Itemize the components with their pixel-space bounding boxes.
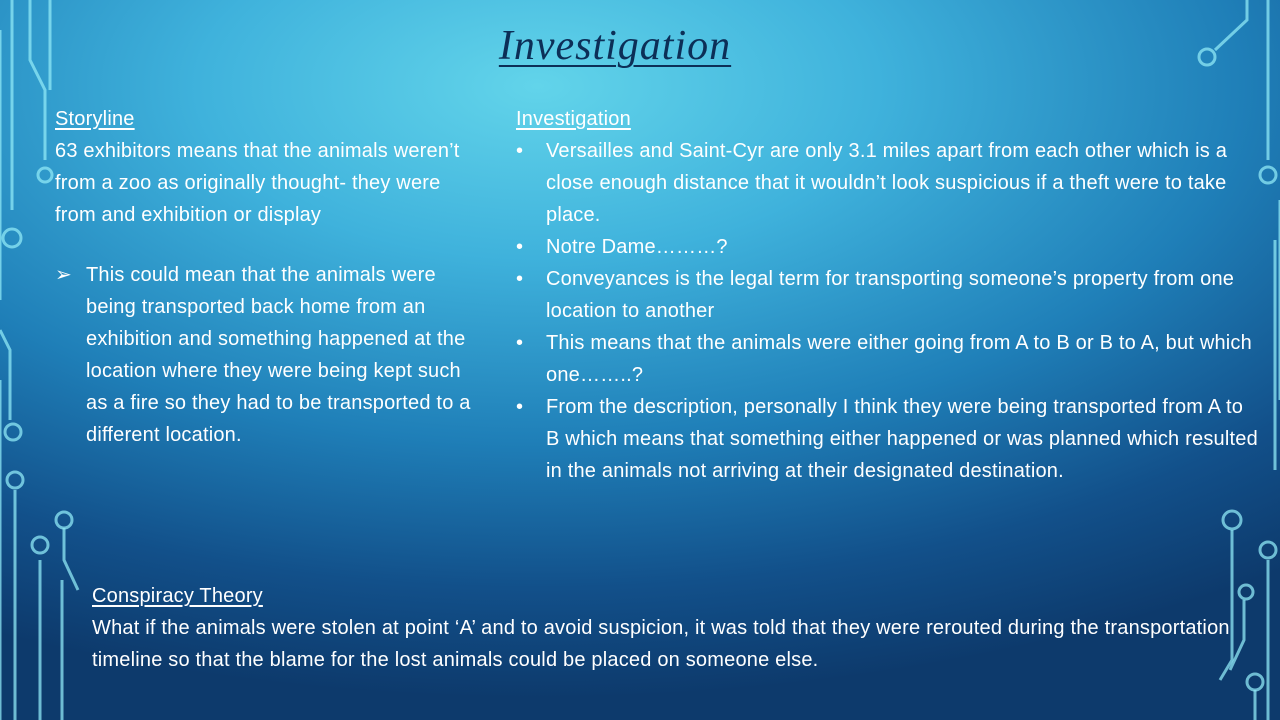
list-item <box>516 231 1261 263</box>
list-item <box>516 263 1261 327</box>
investigation-bullet-text: Notre Dame………? <box>546 236 728 258</box>
storyline-text: 63 exhibitors means that the animals weren’t from a zoo as originally thought- they were from and exhibition or display <box>55 140 460 226</box>
investigation-bullet-text: Versailles and Saint-Cyr are only 3.1 miles apart from each other which is a close enough distance that it wouldn’t look suspicious if a theft were to take place. <box>546 140 1228 226</box>
arrow-bullet-icon: ➢ <box>55 264 72 286</box>
storyline-bullet-list <box>55 259 480 451</box>
bullet-icon: • <box>516 396 524 418</box>
list-item <box>55 259 480 451</box>
storyline-section <box>55 103 480 451</box>
investigation-bullet-text: Conveyances is the legal term for transporting someone’s property from one location to another <box>546 268 1235 322</box>
list-item <box>516 327 1261 391</box>
investigation-heading: Investigation <box>516 108 631 130</box>
investigation-bullet-text: This means that the animals were either going from A to B or B to A, but which one……..? <box>546 332 1252 386</box>
conspiracy-text: What if the animals were stolen at point ‘A’ and to avoid suspicion, it was told that they were rerouted during the transportation timeline so that the blame for the lost animals could be placed on someone else. <box>92 617 1230 671</box>
bullet-icon: • <box>516 332 524 354</box>
investigation-section <box>516 103 1261 487</box>
slide-title: Investigation <box>498 23 732 69</box>
investigation-bullet-list <box>516 135 1261 487</box>
list-item <box>516 135 1261 231</box>
storyline-bullet-text: This could mean that the animals were being transported back home from an exhibition and something happened at the location where they were being kept such as a fire so they had to be transported to a different location. <box>86 264 471 446</box>
conspiracy-section <box>92 580 1252 676</box>
investigation-bullet-text: From the description, personally I think they were being transported from A to B which means that something either happened or was planned which resulted in the animals not arriving at their designated destination. <box>546 396 1258 482</box>
list-item <box>516 391 1261 487</box>
storyline-heading: Storyline <box>55 108 135 130</box>
bullet-icon: • <box>516 268 524 290</box>
conspiracy-heading: Conspiracy Theory <box>92 585 263 607</box>
bullet-icon: • <box>516 140 524 162</box>
bullet-icon: • <box>516 236 524 258</box>
